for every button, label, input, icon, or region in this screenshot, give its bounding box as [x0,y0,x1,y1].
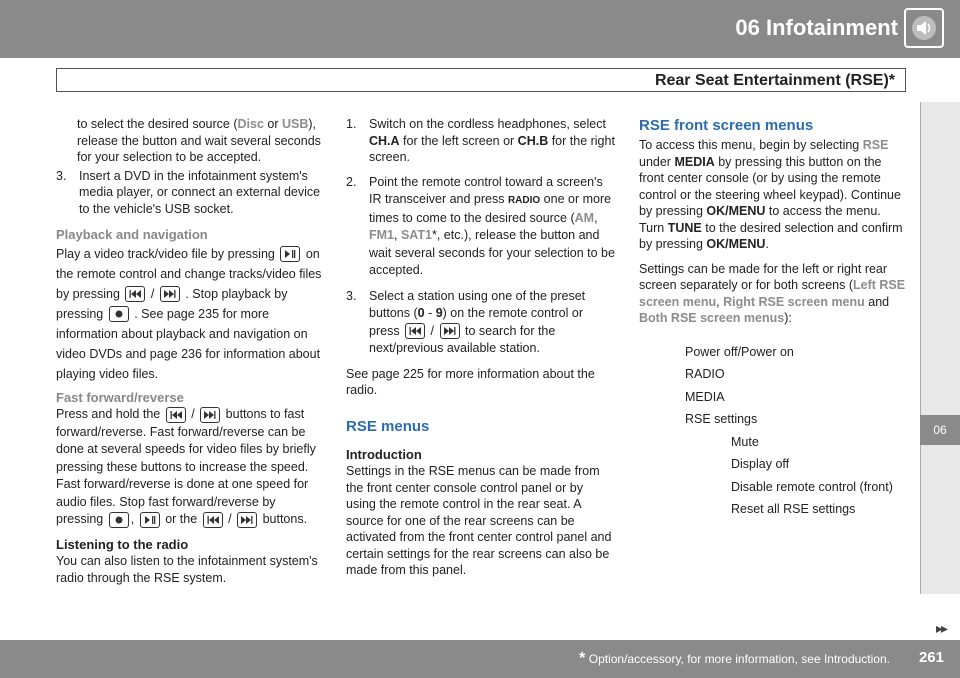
section-title: Rear Seat Entertainment (RSE)* [654,72,895,89]
play-pause-icon [280,246,300,262]
list-item: 1. Switch on the cordless headphones, select CH.A for the left screen or CH.B for the right screen. [346,117,615,164]
screen-settings-text: Settings can be made for the left or right rear screen separately or for both screens (Left RSE screen menu, Right RSE screen menu and Both RSE screen menus): [639,261,906,325]
radio-heading: Listening to the radio [56,536,189,552]
footer-bar [0,640,960,678]
playback-heading: Playback and navigation [56,227,208,242]
list-item: 3. Insert a DVD in the infotainment system's media player, or connect an external device to the vehicle's USB socket. [56,168,321,216]
column-3 [639,116,907,521]
skip-forward-icon [440,323,460,339]
stop-icon [109,306,129,322]
footnote: * Option/accessory, for more information, see Introduction. [579,650,890,667]
list-item: 2. Point the remote control toward a screen's IR transceiver and press RADIO one or more times to come to the desired source (AM, FM1, SAT1*, etc.), release the button and wait several seconds for your selection to be accepted. [346,174,615,277]
chapter-title: 06 Infotainment [735,15,898,40]
front-menu-text: To access this menu, begin by selecting RSE under MEDIA by pressing this button on the front center console (or by using the remote control or the steering wheel keypad). Continue by pressing OK/MENU to access the menu. Turn TUNE to the desired selection and confirm by pressing OK/MENU. [639,138,903,251]
menu-item: RSE settings [685,412,758,426]
submenu-list [639,431,907,521]
side-margin [920,102,960,594]
playback-text: Play a video track/video file by pressing on the remote control and change tracks/video files by pressing / . Stop playback by pressing . See page 235 for more information about playback and navigation on video DVDs and page 236 for information about playing video files. [56,246,322,381]
fast-forward-text: Press and hold the / buttons to fast forward/reverse. Fast forward/reverse can be done at several speeds for video files by briefly pressing these buttons to increase the speed. Fast forward/reverse is done at one speed for audio files. Stop fast forward/reverse by pressing , or the / buttons. [56,407,316,526]
skip-forward-icon [200,407,220,423]
stop-icon [109,512,129,528]
submenu-item: Disable remote control (front) [731,479,893,494]
skip-forward-icon [160,286,180,302]
submenu-item: Reset all RSE settings [731,502,856,516]
front-screen-menus-heading: RSE front screen menus [639,117,814,134]
menu-list [639,341,907,431]
skip-back-icon [203,512,223,528]
chapter-header-bar [0,0,960,58]
menu-item: RADIO [685,367,725,381]
speaker-mute-icon [904,8,944,48]
skip-back-icon [125,286,145,302]
list-item: 3. Select a station using one of the preset buttons (0 - 9) on the remote control or press / to search for the next/previous available station. [346,288,586,355]
menu-item: Power off/Power on [685,344,794,359]
introduction-heading: Introduction [346,446,422,462]
skip-forward-icon [237,512,257,528]
disc-label: Disc [237,117,264,131]
rse-menus-heading: RSE menus [346,417,430,435]
usb-label: USB [281,117,309,131]
radio-text: You can also listen to the infotainment system's radio through the RSE system. [56,554,318,585]
see-page-text: See page 225 for more information about the radio. [346,366,595,397]
section-header [56,68,906,92]
submenu-item: Mute [731,434,759,449]
column-1 [56,116,322,586]
skip-back-icon [166,407,186,423]
chapter-side-tab: 06 [920,415,960,445]
submenu-item: Display off [731,457,790,471]
play-pause-icon [140,512,160,528]
radio-button-label: RADIO [507,195,541,206]
introduction-text: Settings in the RSE menus can be made from the front center console control panel or by using the remote control in the rear seat. A source for one of the rear screens can be activated from the front center control panel and certain settings for the rear screens can also be made from this panel. [346,464,612,577]
column-2 [346,116,616,579]
continue-arrows-icon: ▸▸ [935,620,946,636]
fast-forward-heading: Fast forward/reverse [56,389,184,405]
page-number: 261 [918,649,944,666]
skip-back-icon [405,323,425,339]
source-selection-text: to select the desired source (Disc or USB), release the button and wait several seconds for your selection to be accepted. [77,117,321,164]
menu-item: MEDIA [685,389,725,404]
